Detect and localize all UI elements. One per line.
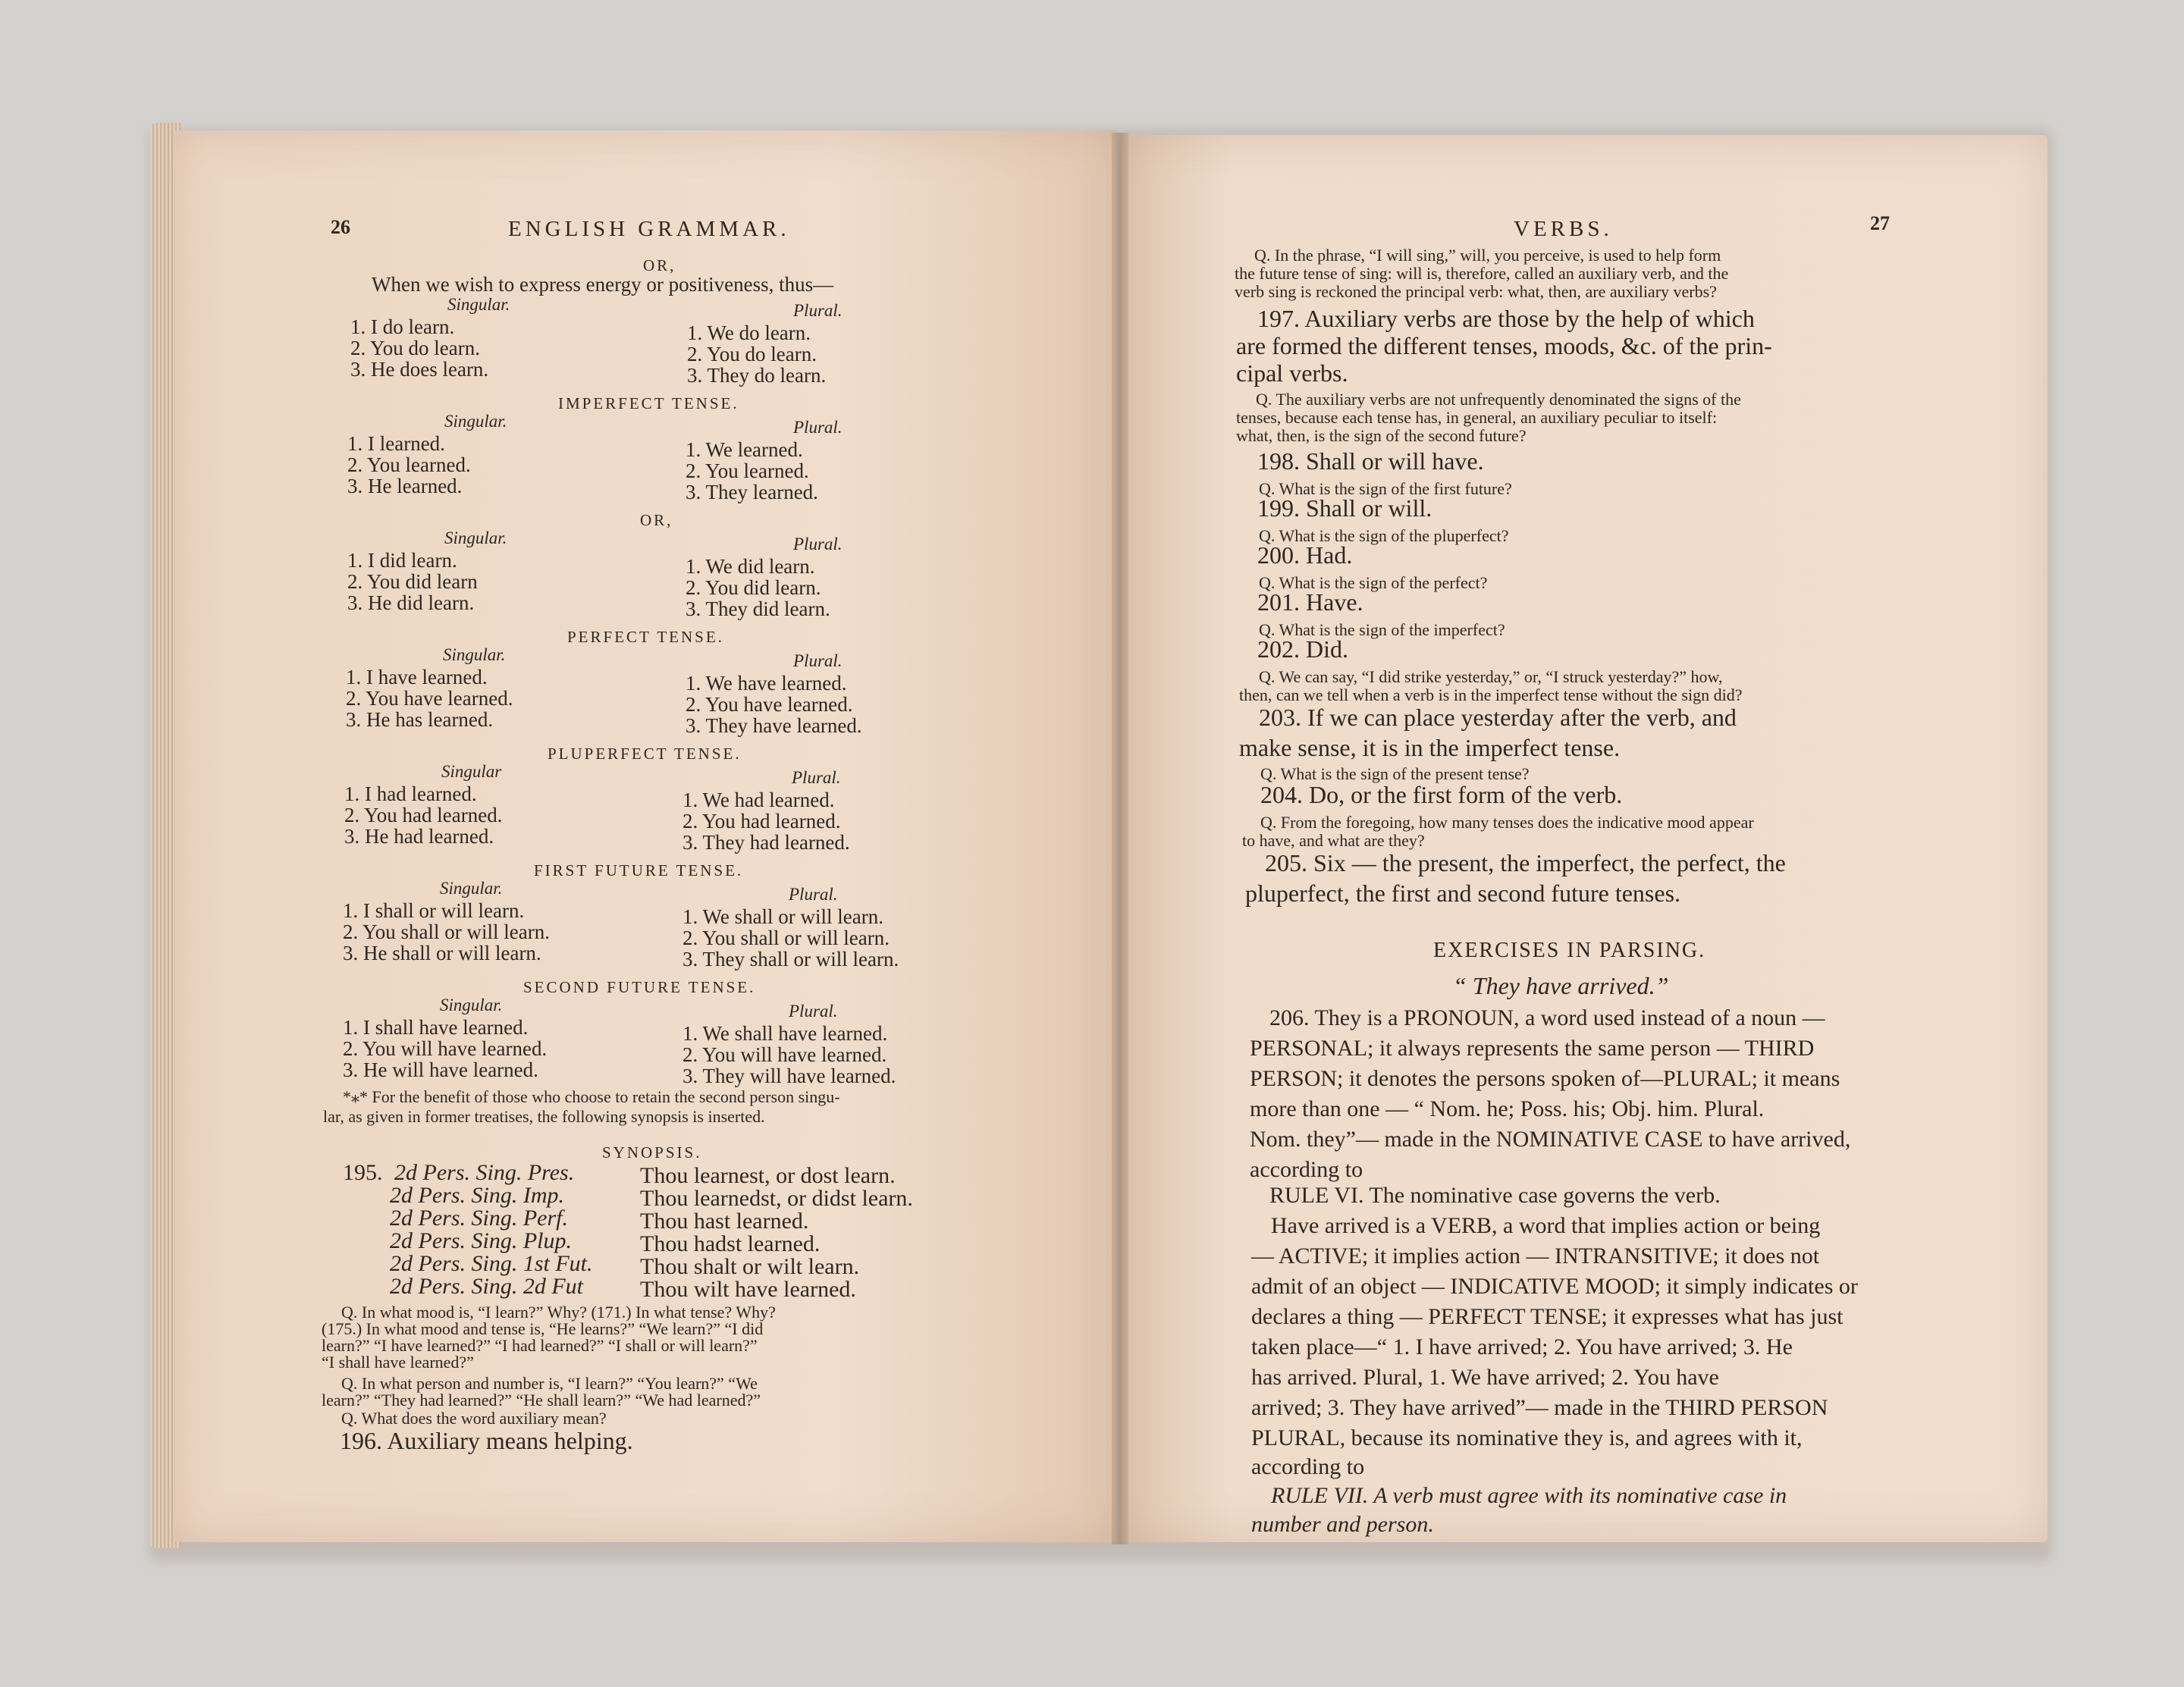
conjugation-line: 1. I have learned.	[346, 666, 488, 688]
singular-label: Singular.	[440, 879, 503, 898]
question-line: tenses, because each tense has, in general, an auxiliary peculiar to itself:	[1236, 408, 1718, 427]
plural-label: Plural.	[793, 651, 843, 670]
conjugation-line: 1. I shall or will learn.	[343, 899, 525, 922]
answer-line: 202. Did.	[1257, 635, 1348, 663]
rule-line: RULE VII. A verb must agree with its nominative case in	[1271, 1483, 1787, 1508]
question-line: Q. What is the sign of the first future?	[1259, 479, 1512, 498]
singular-label: Singular.	[443, 645, 506, 664]
conjugation-line: 1. We have learned.	[686, 672, 847, 695]
paragraph-line: according to	[1251, 1454, 1365, 1479]
paragraph-line: 197. Auxiliary verbs are those by the help of which	[1257, 305, 1755, 332]
paragraph-line: declares a thing — PERFECT TENSE; it expresses what has just	[1251, 1304, 1844, 1329]
paragraph-line: PERSON; it denotes the persons spoken of—PLURAL; it means	[1250, 1066, 1840, 1091]
section-title: IMPERFECT TENSE.	[558, 394, 739, 412]
plural-label: Plural.	[789, 1002, 838, 1021]
answer-line: 200. Had.	[1257, 541, 1353, 569]
intro-line: When we wish to express energy or positiveness, thus—	[372, 273, 834, 296]
conjugation-line: 2. You have learned.	[346, 687, 513, 710]
question-line: the future tense of sing: will is, therefore, called an auxiliary verb, and the	[1235, 264, 1729, 283]
question-line: Q. In what person and number is, “I learn?” “You learn?” “We	[341, 1374, 758, 1393]
section-title: SECOND FUTURE TENSE.	[523, 978, 756, 996]
conjugation-line: 2. You shall or will learn.	[682, 927, 890, 949]
conjugation-line: 2. You will have learned.	[682, 1043, 887, 1066]
answer-line: 201. Have.	[1257, 588, 1363, 616]
paragraph-line: has arrived. Plural, 1. We have arrived; 2. You have	[1251, 1365, 1719, 1390]
footnote-line: lar, as given in former treatises, the following synopsis is inserted.	[323, 1107, 765, 1126]
conjugation-line: 3. They did learn.	[686, 597, 830, 620]
conjugation-line: 3. He shall or will learn.	[343, 942, 541, 964]
paragraph-line: taken place—“ 1. I have arrived; 2. You have arrived; 3. He	[1251, 1334, 1793, 1359]
synopsis-value: Thou hadst learned.	[640, 1231, 821, 1256]
conjugation-line: 1. We learned.	[686, 438, 803, 461]
page-number: 27	[1870, 212, 1890, 234]
conjugation-line: 2. You had learned.	[682, 810, 841, 833]
conjugation-line: 1. We shall or will learn.	[682, 905, 884, 928]
section-title: EXERCISES IN PARSING.	[1433, 939, 1706, 962]
footnote-line: *⁎* For the benefit of those who choose to retain the second person singu-	[343, 1087, 840, 1106]
synopsis-value: Thou learnedst, or didst learn.	[640, 1186, 913, 1211]
conjugation-line: 1. I shall have learned.	[343, 1016, 529, 1039]
synopsis-form: 2d Pers. Sing. Perf.	[390, 1206, 568, 1231]
paragraph-line: 203. If we can place yesterday after the verb, and	[1259, 704, 1737, 731]
paragraph-number: 195.	[343, 1160, 383, 1185]
conjugation-line: 2. You did learn	[347, 570, 478, 593]
question-line: Q. We can say, “I did strike yesterday,” or, “I struck yesterday?” how,	[1259, 667, 1723, 686]
right-page	[1121, 135, 2048, 1542]
answer-196: 196. Auxiliary means helping.	[340, 1427, 633, 1454]
conjugation-line: 2. You learned.	[347, 453, 471, 476]
conjugation-line: 2. You do learn.	[350, 337, 481, 359]
plural-label: Plural.	[793, 418, 843, 437]
question-line: Q. What does the word auxiliary mean?	[341, 1409, 607, 1428]
running-head: ENGLISH GRAMMAR.	[508, 217, 790, 241]
paragraph-line: — ACTIVE; it implies action — INTRANSITIVE; it does not	[1251, 1243, 1820, 1268]
paragraph-line: according to	[1250, 1157, 1363, 1182]
conjugation-line: 1. I learned.	[347, 432, 445, 455]
conjugation-line: 3. He does learn.	[350, 358, 489, 381]
conjugation-line: 1. We shall have learned.	[682, 1022, 888, 1045]
conjugation-line: 2. You shall or will learn.	[343, 920, 550, 943]
question-line: Q. What is the sign of the present tense?	[1260, 764, 1530, 783]
paragraph-line: Nom. they”— made in the NOMINATIVE CASE to have arrived,	[1250, 1127, 1851, 1152]
conjugation-line: 1. We do learn.	[687, 321, 811, 344]
question-line: to have, and what are they?	[1242, 831, 1425, 850]
synopsis-value: Thou wilt have learned.	[640, 1277, 856, 1302]
running-head: VERBS.	[1514, 217, 1613, 241]
singular-label: Singular.	[444, 528, 507, 547]
question-line: Q. From the foregoing, how many tenses does the indicative mood appear	[1260, 813, 1754, 832]
paragraph-line: pluperfect, the first and second future tenses.	[1245, 880, 1681, 907]
paragraph-line: Have arrived is a VERB, a word that implies action or being	[1271, 1213, 1821, 1238]
conjugation-line: 2. You will have learned.	[343, 1037, 548, 1060]
section-title: PERFECT TENSE.	[567, 628, 724, 646]
paragraph-line: arrived; 3. They have arrived”— made in the THIRD PERSON	[1251, 1395, 1828, 1420]
section-title: PLUPERFECT TENSE.	[548, 745, 742, 763]
singular-label: Singular.	[447, 295, 510, 314]
rule-line: RULE VI. The nominative case governs the verb.	[1269, 1183, 1721, 1208]
synopsis-value: Thou shalt or wilt learn.	[640, 1254, 860, 1279]
question-line: what, then, is the sign of the second future?	[1236, 426, 1527, 445]
answer-line: 198. Shall or will have.	[1257, 447, 1484, 475]
exercise-quote: “ They have arrived.”	[1453, 972, 1669, 999]
answer-line: 204. Do, or the first form of the verb.	[1260, 781, 1623, 808]
paragraph-line: make sense, it is in the imperfect tense.	[1239, 734, 1621, 761]
left-page	[173, 130, 1117, 1542]
section-title: OR,	[640, 511, 673, 529]
conjugation-line: 3. He did learn.	[347, 591, 475, 614]
synopsis-value: Thou hast learned.	[640, 1209, 809, 1234]
synopsis-value: Thou learnest, or dost learn.	[640, 1163, 896, 1188]
synopsis-form: 2d Pers. Sing. 1st Fut.	[390, 1251, 593, 1276]
question-line: then, can we tell when a verb is in the imperfect tense without the sign did?	[1239, 685, 1743, 704]
conjugation-line: 3. They do learn.	[687, 364, 827, 387]
section-title: FIRST FUTURE TENSE.	[534, 861, 744, 880]
conjugation-line: 3. They had learned.	[682, 831, 850, 854]
question-line: (175.) In what mood and tense is, “He learns?” “We learn?” “I did	[322, 1319, 764, 1338]
or-label: OR,	[643, 256, 676, 274]
question-line: verb sing is reckoned the principal verb: what, then, are auxiliary verbs?	[1235, 282, 1717, 301]
question-line: Q. What is the sign of the perfect?	[1259, 573, 1488, 592]
page-number: 26	[331, 216, 350, 238]
question-line: Q. In what mood is, “I learn?” Why? (171.) In what tense? Why?	[341, 1303, 776, 1322]
conjugation-line: 3. He has learned.	[346, 708, 494, 731]
paragraph-line: PLURAL, because its nominative they is, and agrees with it,	[1251, 1425, 1803, 1450]
singular-label: Singular.	[444, 412, 507, 431]
conjugation-line: 3. He will have learned.	[343, 1058, 538, 1081]
answer-line: 199. Shall or will.	[1257, 494, 1432, 522]
paragraph-line: cipal verbs.	[1236, 359, 1348, 387]
conjugation-line: 3. They shall or will learn.	[682, 948, 899, 970]
paragraph-line: 206. They is a PRONOUN, a word used instead of a noun —	[1269, 1005, 1825, 1030]
singular-label: Singular	[441, 762, 502, 781]
conjugation-line: 2. You have learned.	[686, 693, 853, 716]
conjugation-line: 2. You learned.	[686, 459, 809, 482]
rule-line: number and person.	[1251, 1512, 1434, 1537]
plural-label: Plural.	[792, 768, 841, 787]
question-line: Q. The auxiliary verbs are not unfrequently denominated the signs of the	[1256, 390, 1741, 409]
singular-label: Singular.	[440, 996, 503, 1014]
conjugation-line: 3. They have learned.	[686, 714, 862, 737]
plural-label: Plural.	[789, 885, 838, 904]
book-gutter	[1112, 133, 1128, 1544]
question-line: Q. What is the sign of the imperfect?	[1259, 620, 1505, 639]
paragraph-line: more than one — “ Nom. he; Poss. his; Obj. him. Plural.	[1250, 1096, 1765, 1121]
conjugation-line: 3. He had learned.	[344, 825, 494, 848]
conjugation-line: 1. I do learn.	[350, 315, 455, 338]
synopsis-form: 2d Pers. Sing. Pres.	[394, 1160, 575, 1185]
conjugation-line: 3. They will have learned.	[682, 1065, 896, 1087]
conjugation-line: 1. I did learn.	[347, 549, 457, 572]
question-line: Q. What is the sign of the pluperfect?	[1259, 526, 1509, 545]
synopsis-form: 2d Pers. Sing. Plup.	[390, 1228, 572, 1253]
conjugation-line: 1. We did learn.	[686, 555, 815, 578]
conjugation-line: 2. You did learn.	[686, 576, 821, 599]
conjugation-line: 2. You had learned.	[344, 804, 503, 826]
question-line: Q. In the phrase, “I will sing,” will, you perceive, is used to help form	[1254, 246, 1721, 265]
conjugation-line: 3. They learned.	[686, 481, 818, 503]
question-line: “I shall have learned?”	[322, 1353, 474, 1372]
question-line: learn?” “They had learned?” “He shall learn?” “We had learned?”	[322, 1391, 761, 1409]
synopsis-form: 2d Pers. Sing. Imp.	[390, 1183, 564, 1208]
conjugation-line: 2. You do learn.	[687, 343, 817, 365]
paragraph-line: PERSONAL; it always represents the same person — THIRD	[1250, 1036, 1815, 1061]
paragraph-line: admit of an object — INDICATIVE MOOD; it simply indicates or	[1251, 1274, 1858, 1299]
question-line: learn?” “I have learned?” “I had learned?” “I shall or will learn?”	[322, 1336, 758, 1355]
conjugation-line: 1. I had learned.	[344, 782, 477, 805]
synopsis-form: 2d Pers. Sing. 2d Fut	[390, 1274, 583, 1299]
plural-label: Plural.	[793, 301, 843, 320]
conjugation-line: 3. He learned.	[347, 475, 463, 497]
paragraph-line: are formed the different tenses, moods, &c. of the prin-	[1236, 332, 1772, 359]
plural-label: Plural.	[793, 535, 843, 553]
synopsis-title: SYNOPSIS.	[602, 1143, 702, 1162]
paragraph-line: 205. Six — the present, the imperfect, the perfect, the	[1265, 849, 1786, 876]
conjugation-line: 1. We had learned.	[682, 789, 835, 811]
